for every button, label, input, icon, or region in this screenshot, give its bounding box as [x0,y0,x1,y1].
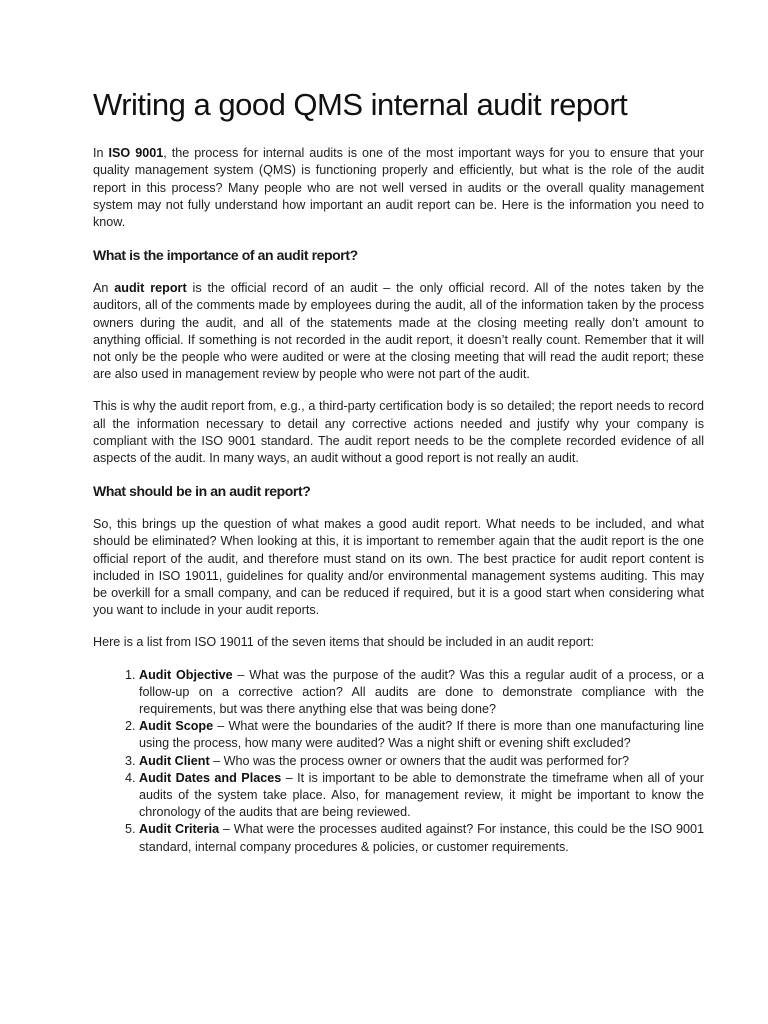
list-item-text: – Who was the process owner or owners that the audit was performed for? [209,753,629,768]
importance-paragraph-1 [93,280,704,383]
list-item-text: – It is important to be able to demonstrate the timeframe when all of your audits of the system take place. Also, for management review, it might be important to know the chronology of the audits that are being reviewed. [139,770,704,820]
list-item-term: Audit Objective [139,667,233,682]
list-item [139,821,704,855]
intro-paragraph [93,145,704,231]
importance-text-post: is the official record of an audit – the only official record. All of the notes taken by the auditors, all of the comments made by employees during the audit, all of the information taken by the process owners during the audit, and all of the statements made at the closing meeting really don’t amount to anything official. If something is not recorded in the audit report, it doesn’t really count. Remember that it will not only be the people who were audited or were at the closing meeting that will read the audit report; these are also used in management review by people who were not part of the audit. [93,281,705,382]
list-item [139,770,704,822]
section-heading-contents: What should be in an audit report? [93,483,311,500]
list-item-term: Audit Criteria [139,822,220,837]
list-item-term: Audit Client [139,753,210,768]
contents-paragraph-1: So, this brings up the question of what makes a good audit report. What needs to be included, and what should be eliminated? When looking at this, it is important to remember again that the audit report is the one official report of the audit, and therefore must stand on its own. The best practice for audit report content is included in ISO 19011, guidelines for quality and/or environmental management systems auditing. This may be overkill for a small company, and can be reduced if required, but it is a good start when considering what you want to include in your audit reports. [93,517,704,618]
importance-text-pre: An [93,281,115,296]
list-item [139,753,704,770]
contents-paragraph-2: Here is a list from ISO 19011 of the seven items that should be included in an audit report: [93,635,594,650]
list-item-text: – What were the boundaries of the audit? If there is more than one manufacturing line using the process, how many were audited? Was a night shift or evening shift excluded? [139,719,705,751]
list-item-term: Audit Scope [139,719,214,734]
list-item [139,667,704,719]
importance-paragraph-2: This is why the audit report from, e.g., a third-party certification body is so detailed; the report needs to record all the information necessary to detail any corrective actions needed and justify why your company is compliant with the ISO 9001 standard. The audit report needs to be the complete recorded evidence of all aspects of the audit. In many ways, an audit without a good report is not really an audit. [93,399,704,466]
importance-term-audit-report: audit report [114,281,187,296]
intro-text-pre: In [93,146,109,161]
list-item-text: – What were the processes audited against? For instance, this could be the ISO 9001 standard, internal company procedures & policies, or customer requirements. [139,822,704,854]
intro-term-iso9001: ISO 9001 [108,146,164,161]
section-heading-importance: What is the importance of an audit report? [93,247,358,264]
intro-text-post: , the process for internal audits is one of the most important ways for you to ensure that your quality management system (QMS) is functioning properly and efficiently, but what is the role of the audit report in this process? Many people who are not well versed in audits or the overall quality management system may not fully understand how important an audit report can be. Here is the information you need to know. [93,146,704,229]
page-title: Writing a good QMS internal audit report [93,87,628,122]
list-item-term: Audit Dates and Places [139,770,282,785]
audit-report-items-list [93,667,704,856]
list-item-text: – What was the purpose of the audit? Was this a regular audit of a process, or a follow-up on a corrective action? All audits are done to demonstrate compliance with the requirements, but was there anything else that was being done? [139,667,704,717]
list-item [139,718,704,752]
